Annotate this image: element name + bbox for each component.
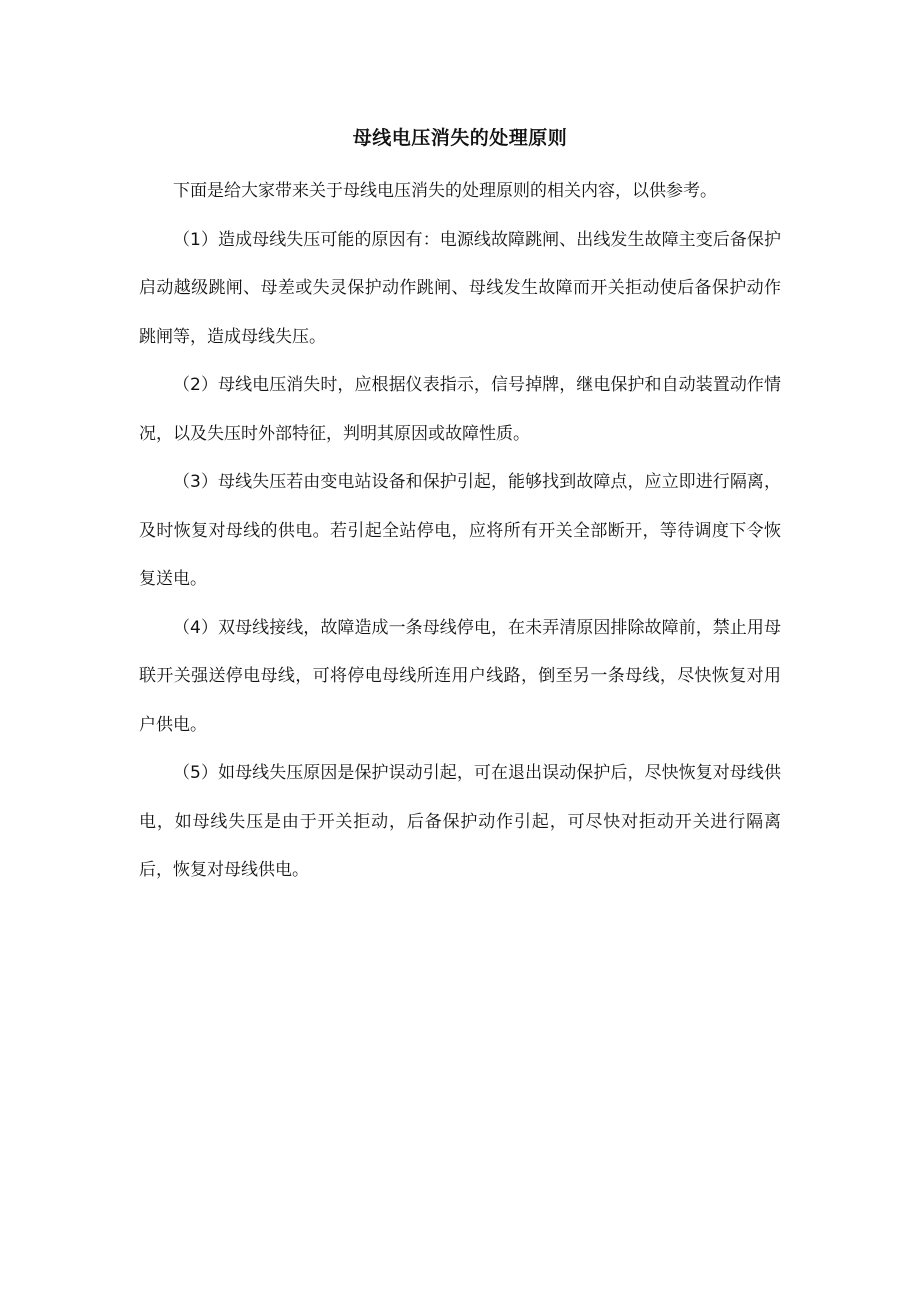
intro-paragraph: 下面是给大家带来关于母线电压消失的处理原则的相关内容，以供参考。 xyxy=(173,181,717,201)
document-body xyxy=(139,167,781,895)
paragraph-1: （1）造成母线失压可能的原因有：电源线故障跳闸、出线发生故障主变后备保护启动越级跳闸、母差或失灵保护动作跳闸、母线发生故障而开关拒动使后备保护动作跳闸等，造成母线失压。 xyxy=(139,229,781,347)
paragraph-3: （3）母线失压若由变电站设备和保护引起，能够找到故障点，应立即进行隔离，及时恢复对母线的供电。若引起全站停电，应将所有开关全部断开，等待调度下令恢复送电。 xyxy=(139,472,781,589)
paragraph-4: （4）双母线接线，故障造成一条母线停电，在未弄清原因排除故障前，禁止用母联开关强送停电母线，可将停电母线所连用户线路，倒至另一条母线，尽快恢复对用户供电。 xyxy=(139,617,781,735)
page-title: 母线电压消失的处理原则 xyxy=(352,127,568,149)
paragraph-5: （5）如母线失压原因是保护误动引起，可在退出误动保护后，尽快恢复对母线供电，如母线失压是由于开关拒动，后备保护动作引起，可尽快对拒动开关进行隔离后，恢复对母线供电。 xyxy=(139,763,781,880)
paragraph-2: （2）母线电压消失时，应根据仪表指示，信号掉牌，继电保护和自动装置动作情况，以及失压时外部特征，判明其原因或故障性质。 xyxy=(139,375,781,444)
